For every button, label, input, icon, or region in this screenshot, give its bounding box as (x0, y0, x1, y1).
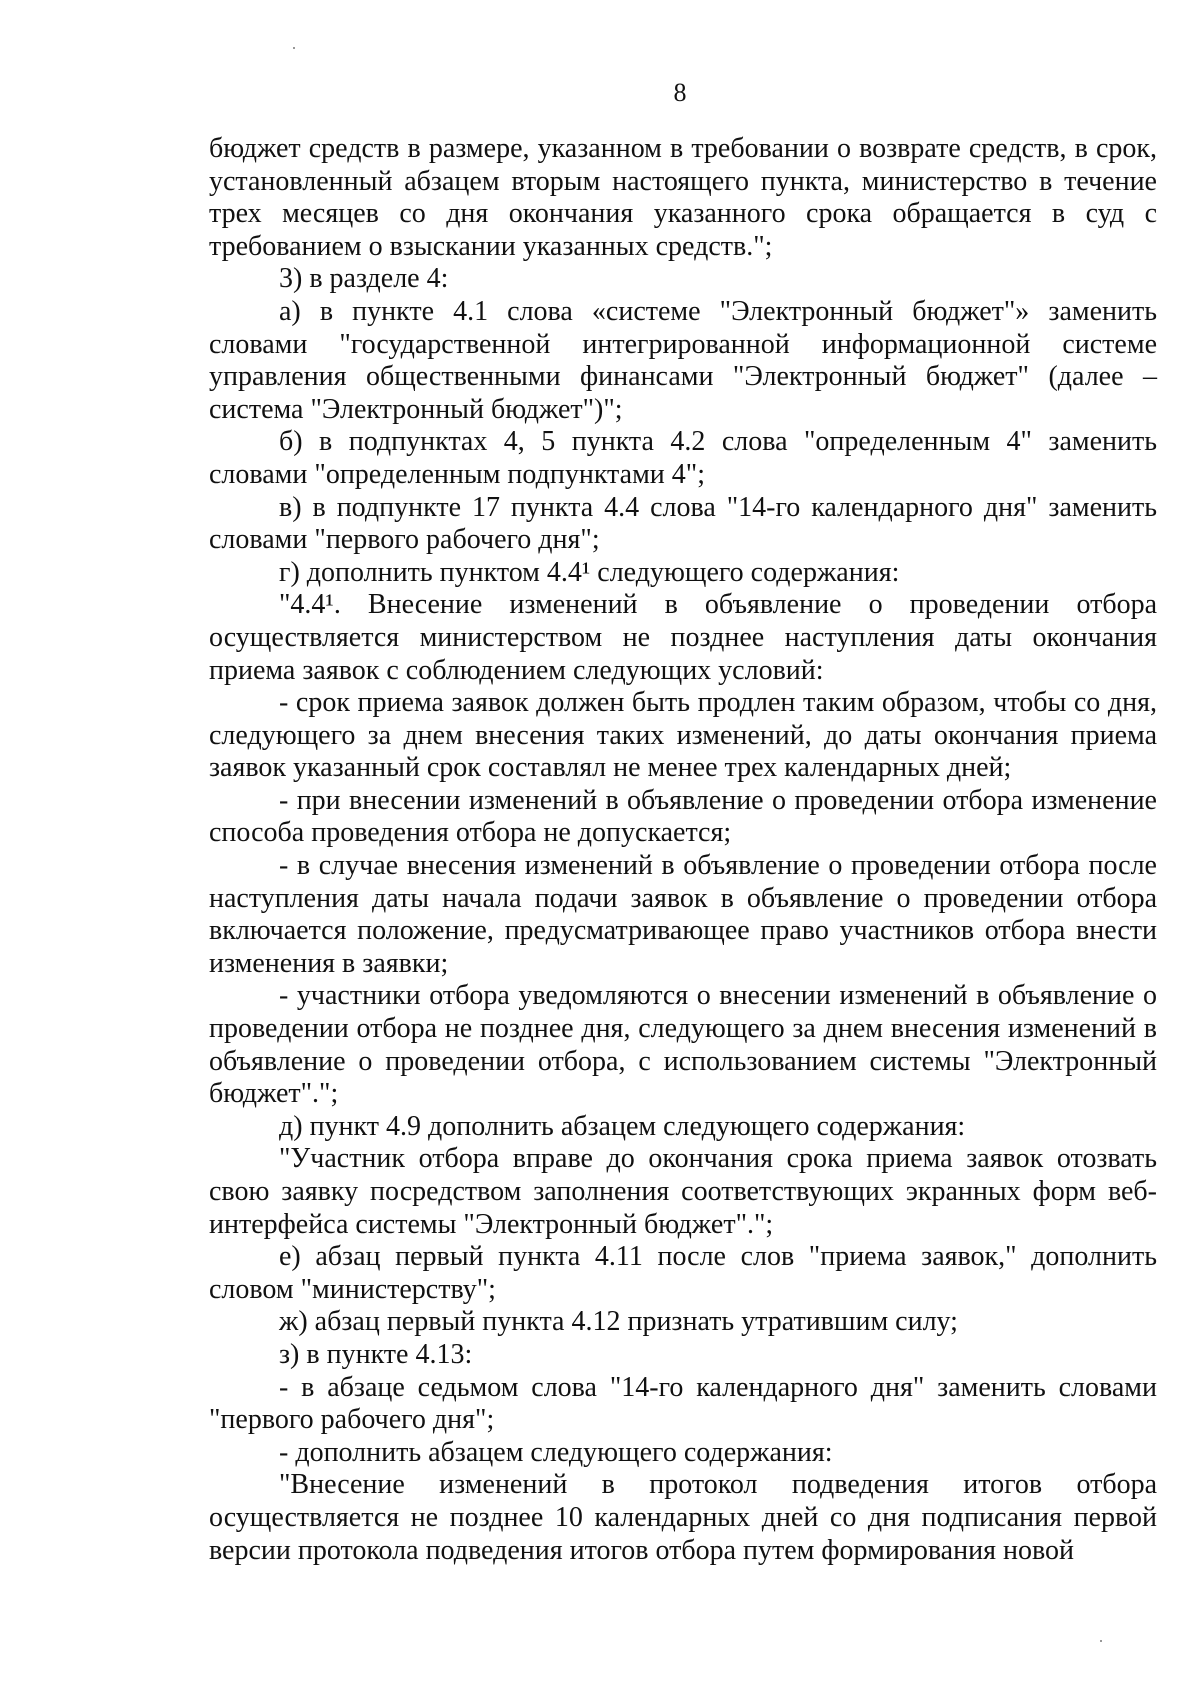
paragraph-condition-1: - срок приема заявок должен быть продлен таким образом, чтобы со дня, следующего за днем внесения таких изменений, до даты окончания приема заявок указанный срок составлял не менее трех календарных дней; (209, 687, 1157, 784)
paragraph-item-e: е) абзац первый пункта 4.11 после слов "приема заявок," дополнить словом "министерству"; (209, 1241, 1157, 1305)
paragraph-item-v: в) в подпункте 17 пункта 4.4 слова "14-го календарного дня" заменить словами "первого рабочего дня"; (209, 491, 1157, 556)
paragraph-item-g: г) дополнить пунктом 4.4¹ следующего содержания: (279, 556, 900, 588)
paragraph-section-4-heading: 3) в разделе 4: (279, 263, 449, 295)
paragraph-item-z-sub-2: - дополнить абзацем следующего содержания: (279, 1436, 833, 1468)
document-body (209, 133, 1157, 1567)
paragraph-clause-4-4-1: "4.4¹. Внесение изменений в объявление о проведении отбора осуществляется министерством не позднее наступления даты окончания приема заявок с соблюдением следующих условий: (209, 589, 1157, 686)
paragraph-continuation: бюджет средств в размере, указанном в требовании о возврате средств, в срок, установленный абзацем вторым настоящего пункта, министерство в течение трех месяцев со дня окончания указанного срока обращается в суд с требованием о взыскании указанных средств."; (209, 133, 1157, 262)
scan-speck-bottom (1100, 1640, 1102, 1642)
paragraph-item-zh: ж) абзац первый пункта 4.12 признать утратившим силу; (279, 1306, 958, 1338)
paragraph-item-z: з) в пункте 4.13: (279, 1338, 473, 1370)
paragraph-protocol-changes: "Внесение изменений в протокол подведения итогов отбора осуществляется не позднее 10 календарных дней со дня подписания первой версии протокола подведения итогов отбора путем формирования новой (209, 1469, 1157, 1566)
paragraph-condition-4: - участники отбора уведомляются о внесении изменений в объявление о проведении отбора не позднее дня, следующего за днем внесения изменений в объявление о проведении отбора, с использованием системы "Электронный бюджет"."; (209, 980, 1157, 1110)
paragraph-item-a: а) в пункте 4.1 слова «системе "Электронный бюджет"» заменить словами "государственной интегрированной информационной системе управления общественными финансами "Электронный бюджет" (далее – система "Электронный бюджет")"; (209, 295, 1157, 425)
scan-speck-top (293, 47, 295, 49)
paragraph-item-z-sub-1: - в абзаце седьмом слова "14-го календарного дня" заменить словами "первого рабочего дня"; (209, 1371, 1157, 1436)
paragraph-condition-2: - при внесении изменений в объявление о проведении отбора изменение способа проведения отбора не допускается; (209, 784, 1157, 849)
paragraph-item-d: д) пункт 4.9 дополнить абзацем следующего содержания: (279, 1110, 966, 1142)
page-number: 8 (673, 78, 687, 107)
paragraph-withdraw-application: "Участник отбора вправе до окончания срока приема заявок отозвать свою заявку посредством заполнения соответствующих экранных форм веб-интерфейса системы "Электронный бюджет"."; (209, 1143, 1157, 1240)
paragraph-item-b: б) в подпунктах 4, 5 пункта 4.2 слова "определенным 4" заменить словами "определенным подпунктами 4"; (209, 426, 1157, 490)
paragraph-condition-3: - в случае внесения изменений в объявление о проведении отбора после наступления даты начала подачи заявок в объявление о проведении отбора включается положение, предусматривающее право участников отбора внести изменения в заявки; (209, 850, 1157, 979)
